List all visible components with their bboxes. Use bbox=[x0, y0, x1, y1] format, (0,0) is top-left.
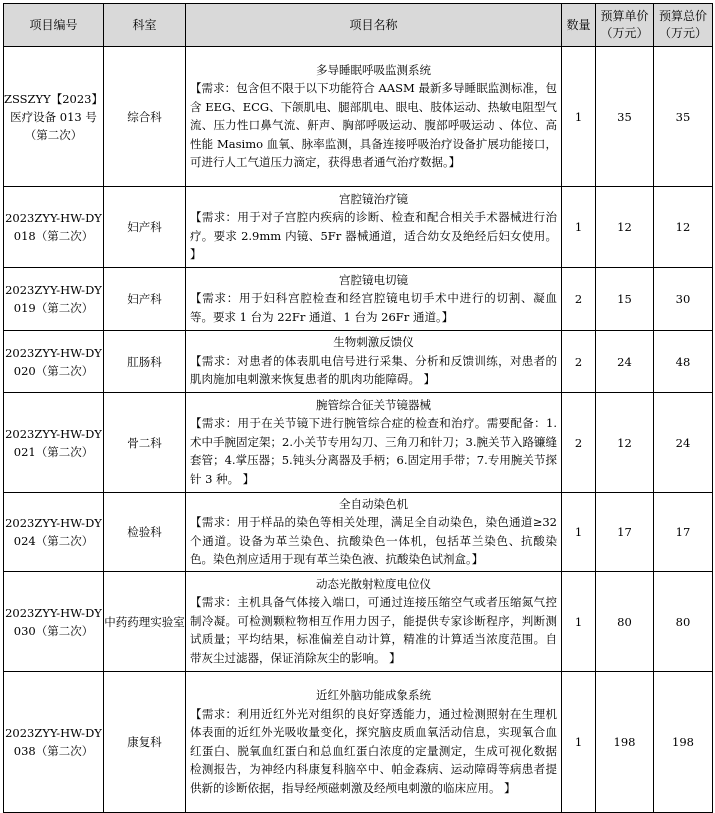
table-row bbox=[4, 331, 713, 393]
unit-price: 198 bbox=[596, 672, 654, 813]
project-description: 【需求：用于妇科宫腔检查和经宫腔镜电切手术中进行的切割、凝血等。要求 1 台为 22Fr 通道、1 台为 26Fr 通道。】 bbox=[190, 291, 557, 324]
department: 康复科 bbox=[104, 672, 186, 813]
total-price: 30 bbox=[654, 268, 713, 331]
project-title: 宫腔镜电切镜 bbox=[339, 272, 408, 287]
project-code: 2023ZYY-HW-DY020（第二次） bbox=[4, 331, 104, 393]
project-cell bbox=[186, 331, 562, 393]
department: 肛肠科 bbox=[104, 331, 186, 393]
project-description: 【需求：用于对子宫腔内疾病的诊断、检查和配合相关手术器械进行治疗。要求 2.9mm 内镜、5Fr 器械通道，适合幼女及绝经后妇女使用。 】 bbox=[190, 210, 557, 261]
procurement-table bbox=[3, 3, 713, 813]
table-row bbox=[4, 47, 713, 187]
header-qty: 数量 bbox=[562, 4, 596, 47]
total-price: 35 bbox=[654, 47, 713, 187]
project-code: 2023ZYY-HW-DY021（第二次） bbox=[4, 393, 104, 493]
project-title: 生物刺激反馈仪 bbox=[333, 335, 414, 350]
table-row bbox=[4, 268, 713, 331]
quantity: 1 bbox=[562, 572, 596, 672]
project-code: 2023ZYY-HW-DY019（第二次） bbox=[4, 268, 104, 331]
project-cell bbox=[186, 47, 562, 187]
project-cell bbox=[186, 672, 562, 813]
unit-price: 24 bbox=[596, 331, 654, 393]
total-price: 80 bbox=[654, 572, 713, 672]
table-row bbox=[4, 493, 713, 572]
header-code: 项目编号 bbox=[4, 4, 104, 47]
project-code: 2023ZYY-HW-DY018（第二次） bbox=[4, 187, 104, 268]
quantity: 2 bbox=[562, 268, 596, 331]
project-description: 【需求：利用近红外光对组织的良好穿透能力，通过检测照射在生理机体表面的近红外光吸收量变化，探究脑皮质血氧活动信息，实现氧合血红蛋白、脱氧血红蛋白和总血红蛋白浓度的定量测定，生成可视化数据检测报告，为神经内科康复科脑卒中、帕金森病、运动障碍等病患者提供新的诊断依据，指导经颅磁刺激及经颅电刺激的临床应用。 】 bbox=[190, 706, 557, 795]
unit-price: 80 bbox=[596, 572, 654, 672]
project-title: 宫腔镜治疗镜 bbox=[339, 191, 408, 206]
project-cell bbox=[186, 393, 562, 493]
header-row bbox=[4, 4, 713, 47]
department: 妇产科 bbox=[104, 187, 186, 268]
project-code: 2023ZYY-HW-DY030（第二次） bbox=[4, 572, 104, 672]
project-title: 动态光散射粒度电位仪 bbox=[316, 576, 431, 591]
header-total-price: 预算总价（万元） bbox=[654, 4, 713, 47]
department: 检验科 bbox=[104, 493, 186, 572]
quantity: 1 bbox=[562, 47, 596, 187]
department: 妇产科 bbox=[104, 268, 186, 331]
project-title: 腕管综合征关节镜器械 bbox=[316, 397, 431, 412]
project-code: 2023ZYY-HW-DY024（第二次） bbox=[4, 493, 104, 572]
project-description: 【需求：对患者的体表肌电信号进行采集、分析和反馈训练，对患者的肌肉施加电刺激来恢复患者的肌肉功能障碍。 】 bbox=[190, 353, 557, 387]
header-unit-price: 预算单价（万元） bbox=[596, 4, 654, 47]
project-description: 【需求：用于在关节镜下进行腕管综合症的检查和治疗。需要配备：1.术中手腕固定架；2.小关节专用勾刀、三角刀和针刀；3.腕关节入路镰缝套管；4.掌压器；5.钝头分离器及手柄；6.固定用手带；7.专用腕关节探针 3 种。 】 bbox=[190, 416, 557, 486]
quantity: 2 bbox=[562, 331, 596, 393]
project-cell bbox=[186, 268, 562, 331]
table-row bbox=[4, 187, 713, 268]
project-cell bbox=[186, 572, 562, 672]
table-row bbox=[4, 393, 713, 493]
unit-price: 12 bbox=[596, 187, 654, 268]
total-price: 24 bbox=[654, 393, 713, 493]
project-description: 【需求：包含但不限于以下功能符合 AASM 最新多导睡眠监测标准，包含 EEG、ECG、下颌肌电、腿部肌电、眼电、肢体运动、热敏电阻型气流、压力性口鼻气流、鼾声、胸部呼吸运动、腹部呼吸运动 、体位、高性能 Masimo 血氧、脉率监测，具备连接呼吸治疗设备扩展功能接口，可进行人工气道压力滴定，获得患者通气治疗数据。】 bbox=[190, 81, 557, 169]
header-dept: 科室 bbox=[104, 4, 186, 47]
table-row bbox=[4, 672, 713, 813]
total-price: 48 bbox=[654, 331, 713, 393]
total-price: 12 bbox=[654, 187, 713, 268]
unit-price: 15 bbox=[596, 268, 654, 331]
unit-price: 17 bbox=[596, 493, 654, 572]
unit-price: 35 bbox=[596, 47, 654, 187]
table-row bbox=[4, 572, 713, 672]
project-code: 2023ZYY-HW-DY038（第二次） bbox=[4, 672, 104, 813]
quantity: 1 bbox=[562, 493, 596, 572]
quantity: 1 bbox=[562, 187, 596, 268]
project-title: 近红外脑功能成象系统 bbox=[316, 688, 431, 702]
quantity: 2 bbox=[562, 393, 596, 493]
project-title: 全自动染色机 bbox=[339, 496, 408, 511]
total-price: 198 bbox=[654, 672, 713, 813]
project-cell bbox=[186, 187, 562, 268]
header-name: 项目名称 bbox=[186, 4, 562, 47]
department: 中药药理实验室 bbox=[104, 572, 186, 672]
project-code: ZSSZYY【2023】医疗设备 013 号（第二次） bbox=[4, 47, 104, 187]
unit-price: 12 bbox=[596, 393, 654, 493]
project-description: 【需求：主机具备气体接入端口，可通过连接压缩空气或者压缩氮气控制冷凝。可检测颗粒物相互作用力因子，能提供专家诊断程序，判断测试质量；平均结果，标准偏差自动计算，精准的计算适当浓度范围。自带灰尘过滤器，保证消除灰尘的影响。 】 bbox=[190, 595, 557, 665]
department: 综合科 bbox=[104, 47, 186, 187]
department: 骨二科 bbox=[104, 393, 186, 493]
project-title: 多导睡眠呼吸监测系统 bbox=[316, 62, 431, 77]
project-description: 【需求：用于样品的染色等相关处理，满足全自动染色，染色通道≥32 个通道。设备为革兰染色、抗酸染色一体机，包括革兰染色、抗酸染色。染色剂应适用于现有革兰染色液、抗酸染色试剂盒。】 bbox=[190, 515, 557, 566]
quantity: 1 bbox=[562, 672, 596, 813]
total-price: 17 bbox=[654, 493, 713, 572]
project-cell bbox=[186, 493, 562, 572]
